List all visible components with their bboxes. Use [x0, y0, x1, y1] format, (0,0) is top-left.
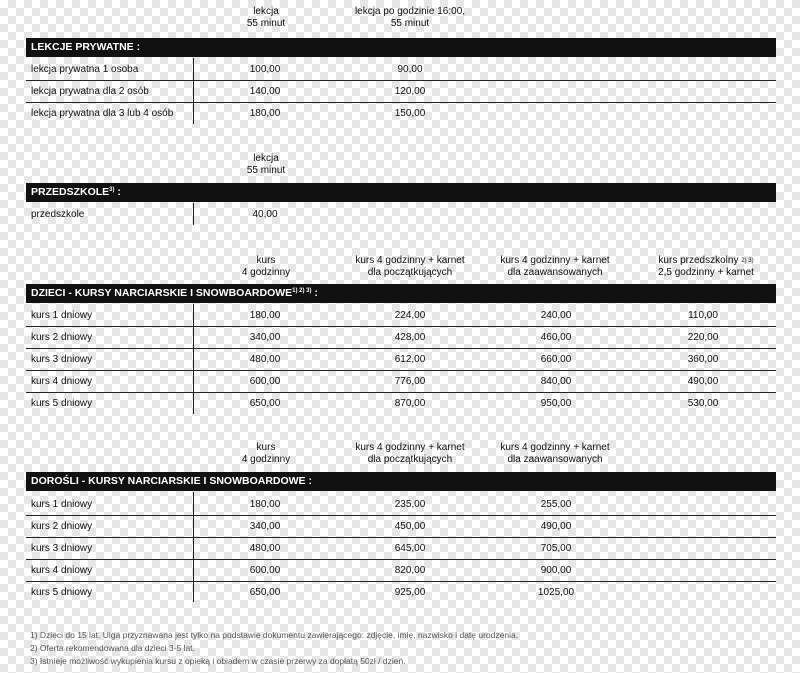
- price-cell: 950,00: [540, 398, 572, 409]
- private-col2-header: lekcja po godzinie 16:00, 55 minut: [354, 6, 466, 29]
- price-cell: 612,00: [394, 354, 426, 365]
- kids-col4-header: kurs przedszkolny $^{2) 3)}$ 2,5 godzinny + karnet: [658, 255, 754, 278]
- price-cell: 90,00: [397, 64, 423, 75]
- section-title-kids: DZIECI - KURSY NARCIARSKIE I $SNOWBOARDOWE^{1) 2) 3)}$ :: [26, 284, 776, 303]
- row-divider: [26, 537, 776, 538]
- row-label: lekcja prywatna dla 2 osób: [31, 86, 149, 97]
- price-cell: 180,00: [249, 499, 281, 510]
- price-cell: 705,00: [540, 543, 572, 554]
- row-label: kurs 5 dniowy: [31, 587, 93, 598]
- adults-col2-header: kurs 4 godzinny + karnet dla początkujących: [355, 442, 465, 465]
- price-cell: 120,00: [394, 86, 426, 97]
- price-cell: 340,00: [249, 332, 281, 343]
- row-label: kurs 3 dniowy: [31, 354, 93, 365]
- price-cell: 428,00: [394, 332, 426, 343]
- divider: [193, 304, 194, 414]
- price-cell: 870,00: [394, 398, 426, 409]
- row-divider: [26, 326, 776, 327]
- section-title-preschool: PRZEDSZKOLE$^{3)}$ :: [26, 183, 776, 202]
- price-cell: 360,00: [687, 354, 719, 365]
- row-label: kurs 1 dniowy: [31, 499, 93, 510]
- price-cell: 235,00: [394, 499, 426, 510]
- footnote: 1) Dzieci do 15 lat. Ulga przyznawana jest tylko na podstawie dokumentu zawierającego: zdjęcie, imię, nazwisko i datę urodzenia.: [30, 630, 519, 640]
- row-label: kurs 4 dniowy: [31, 376, 93, 387]
- row-divider: [26, 392, 776, 393]
- kids-col3-header: kurs 4 godzinny + karnet dla zaawansowanych: [500, 255, 610, 278]
- kids-col1-header: kurs 4 godzinny: [241, 255, 291, 278]
- price-cell: 110,00: [688, 310, 718, 321]
- divider: [193, 58, 194, 124]
- section-title-adults: DOROŚLI - KURSY NARCIARSKIE I SNOWBOARDOWE :: [26, 472, 776, 491]
- row-divider: [26, 80, 776, 81]
- row-label: kurs 4 dniowy: [31, 565, 93, 576]
- footnote: 3) Istnieje możliwość wykupienia kursu z opieką i obiadem w czasie przerwy za dopłatą 50zł / dzień.: [30, 656, 406, 666]
- price-cell: 150,00: [394, 108, 426, 119]
- price-cell: 255,00: [540, 499, 572, 510]
- price-cell: 840,00: [540, 376, 572, 387]
- price-cell: 480,00: [249, 354, 281, 365]
- price-cell: 100,00: [249, 64, 281, 75]
- price-cell: 240,00: [540, 310, 572, 321]
- divider: [193, 203, 194, 225]
- price-cell: 600,00: [249, 376, 281, 387]
- price-cell: 776,00: [394, 376, 426, 387]
- price-cell: 660,00: [540, 354, 572, 365]
- price-cell: 650,00: [249, 587, 281, 598]
- price-cell: 645,00: [394, 543, 426, 554]
- price-cell: 1025,00: [537, 587, 575, 598]
- price-cell: 340,00: [249, 521, 281, 532]
- price-cell: 490,00: [687, 376, 719, 387]
- price-cell: 480,00: [249, 543, 281, 554]
- price-cell: 180,00: [249, 310, 281, 321]
- row-label: kurs 5 dniowy: [31, 398, 93, 409]
- price-cell: 900,00: [540, 565, 572, 576]
- row-label: kurs 1 dniowy: [31, 310, 93, 321]
- price-cell: 220,00: [687, 332, 719, 343]
- footnote: 2) Oferta rekomendowana dla dzieci 3-5 lat.: [30, 643, 195, 653]
- price-cell: 224,00: [394, 310, 426, 321]
- row-divider: [26, 370, 776, 371]
- row-divider: [26, 348, 776, 349]
- price-cell: 460,00: [540, 332, 572, 343]
- row-label: kurs 3 dniowy: [31, 543, 93, 554]
- row-divider: [26, 102, 776, 103]
- price-cell: 490,00: [540, 521, 572, 532]
- price-cell: 450,00: [394, 521, 426, 532]
- kids-col2-header: kurs 4 godzinny + karnet dla początkujących: [355, 255, 465, 278]
- row-label: kurs 2 dniowy: [31, 332, 93, 343]
- row-divider: [26, 515, 776, 516]
- section-title-private: LEKCJE PRYWATNE :: [26, 38, 776, 57]
- price-cell: 820,00: [394, 565, 426, 576]
- price-cell: 180,00: [249, 108, 281, 119]
- price-cell: 925,00: [394, 587, 426, 598]
- price-cell: 650,00: [249, 398, 281, 409]
- price-cell: 140,00: [249, 86, 281, 97]
- adults-col3-header: kurs 4 godzinny + karnet dla zaawansowanych: [500, 442, 610, 465]
- private-col1-header: lekcja 55 minut: [246, 6, 286, 29]
- row-divider: [26, 559, 776, 560]
- divider: [193, 492, 194, 602]
- price-cell: 600,00: [249, 565, 281, 576]
- row-label: lekcja prywatna 1 osoba: [31, 64, 139, 75]
- row-label: kurs 2 dniowy: [31, 521, 93, 532]
- row-label: lekcja prywatna dla 3 lub 4 osób: [31, 108, 174, 119]
- price-cell: 40,00: [252, 209, 278, 220]
- adults-col1-header: kurs 4 godzinny: [241, 442, 291, 465]
- row-label: przedszkole: [31, 209, 85, 220]
- row-divider: [26, 581, 776, 582]
- preschool-col1-header: lekcja 55 minut: [246, 153, 286, 176]
- price-cell: 530,00: [687, 398, 719, 409]
